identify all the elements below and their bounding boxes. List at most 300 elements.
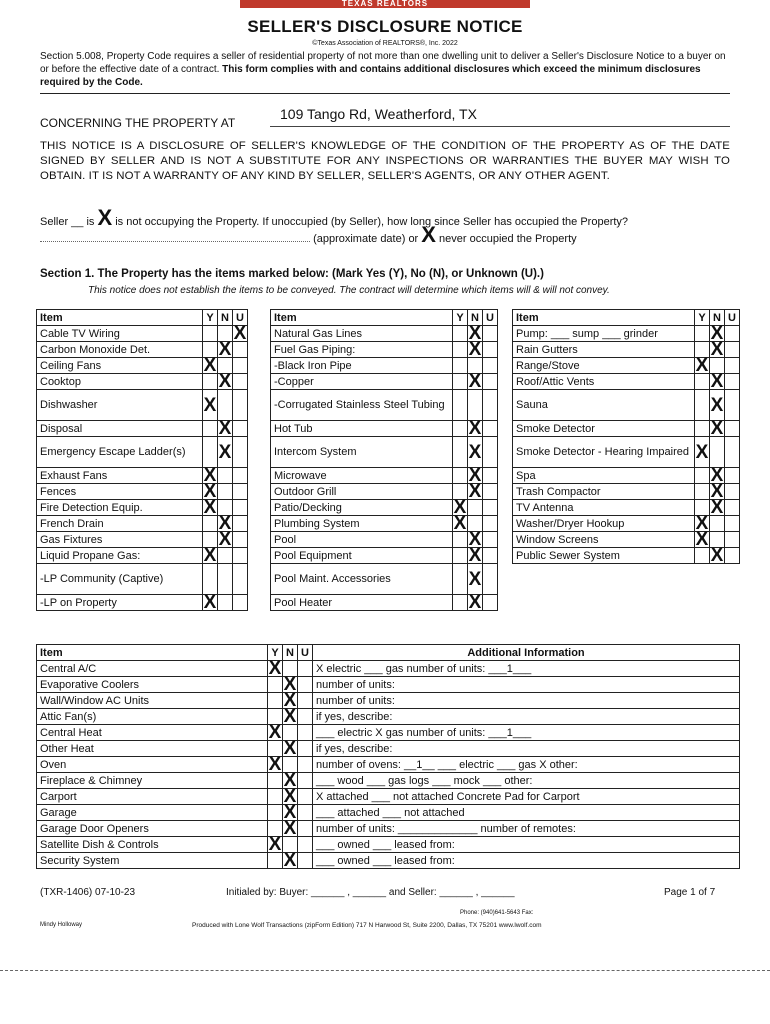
item-name: Garage — [37, 805, 268, 821]
header-n: N — [468, 310, 483, 326]
mark-y-cell[interactable] — [453, 513, 468, 534]
item-name: Central A/C — [37, 661, 268, 677]
mark-y-cell[interactable] — [453, 468, 468, 484]
header-y: Y — [695, 310, 710, 326]
mark-u-cell[interactable] — [725, 516, 740, 532]
items-table-col1 — [36, 309, 248, 611]
mark-u-cell[interactable] — [233, 564, 248, 595]
mark-u-cell[interactable] — [725, 421, 740, 437]
table-row — [513, 326, 740, 342]
x-checkmark: X — [203, 592, 217, 613]
item-name: Disposal — [37, 421, 203, 437]
items-table-col2 — [270, 309, 498, 611]
item-name: Rain Gutters — [513, 342, 695, 358]
mark-y-cell[interactable] — [453, 548, 468, 564]
x-checkmark: X — [710, 371, 724, 392]
x-checkmark: X — [468, 568, 482, 590]
mark-y-cell[interactable] — [453, 595, 468, 611]
mark-u-cell[interactable] — [233, 437, 248, 468]
mark-n-cell[interactable] — [468, 545, 483, 566]
mark-n-cell[interactable] — [468, 390, 483, 421]
mark-u-cell[interactable] — [233, 500, 248, 516]
item-name: Trash Compactor — [513, 484, 695, 500]
occupied-date-field[interactable] — [40, 231, 310, 242]
mark-y-cell[interactable] — [695, 390, 710, 421]
mark-y-cell[interactable] — [268, 754, 283, 775]
mark-u-cell[interactable] — [483, 326, 498, 342]
mark-u-cell[interactable] — [483, 342, 498, 358]
header-n: N — [283, 645, 298, 661]
x-checkmark: X — [710, 323, 724, 344]
divider — [40, 93, 730, 94]
additional-info[interactable]: ___ owned ___ leased from: — [313, 853, 740, 869]
mark-u-cell[interactable] — [233, 548, 248, 564]
x-checkmark: X — [268, 834, 282, 855]
x-checkmark: X — [468, 481, 482, 502]
mark-u-cell[interactable] — [233, 358, 248, 374]
mark-y-cell[interactable] — [203, 355, 218, 376]
mark-u-cell[interactable] — [298, 693, 313, 709]
mark-u-cell[interactable] — [233, 323, 248, 344]
mark-u-cell[interactable] — [725, 548, 740, 564]
mark-u-cell[interactable] — [483, 564, 498, 595]
x-checkmark: X — [468, 465, 482, 486]
mark-u-cell[interactable] — [483, 374, 498, 390]
mark-y-cell[interactable] — [268, 834, 283, 855]
mark-y-cell[interactable] — [203, 421, 218, 437]
item-name: -Copper — [271, 374, 453, 390]
notice-text: THIS NOTICE IS A DISCLOSURE OF SELLER'S KNOWLEDGE OF THE CONDITION OF THE PROPERTY AS OF THE DATE SIGNED BY SELLER AND IS NOT A SUBSTITUTE FOR ANY INSPECTIONS OR WARRANTIES THE BUYER MAY WISH TO OBTAIN. IT IS NOT A WARRANTY OF ANY KIND BY SELLER, SELLER'S AGENTS, OR ANY OTHER AGENT. — [40, 140, 730, 182]
header-row — [513, 310, 740, 326]
x-checkmark: X — [710, 418, 724, 439]
occupancy-statement — [40, 205, 730, 247]
item-name: Hot Tub — [271, 421, 453, 437]
x-checkmark: X — [468, 545, 482, 566]
header-additional: Additional Information — [313, 645, 740, 661]
header-item: Item — [271, 310, 453, 326]
header-y: Y — [203, 310, 218, 326]
mark-u-cell[interactable] — [233, 374, 248, 390]
mark-n-cell[interactable] — [468, 418, 483, 439]
additional-info[interactable]: ___ attached ___ not attached — [313, 805, 740, 821]
mark-u-cell[interactable] — [483, 437, 498, 468]
x-checkmark: X — [203, 355, 217, 376]
item-name: Window Screens — [513, 532, 695, 548]
table-row — [271, 342, 498, 358]
mark-n-cell[interactable] — [468, 339, 483, 360]
initials-line[interactable]: Initialed by: Buyer: ______ , ______ and Seller: ______ , ______ — [226, 887, 515, 898]
table-row — [37, 564, 248, 595]
mark-n-cell[interactable] — [283, 818, 298, 839]
x-checkmark: X — [710, 339, 724, 360]
occupancy-p1: Seller __ is — [40, 216, 95, 228]
mark-n-cell[interactable] — [710, 339, 725, 360]
x-checkmark: X — [268, 658, 282, 679]
mark-u-cell[interactable] — [233, 532, 248, 548]
mark-u-cell[interactable] — [725, 390, 740, 421]
x-checkmark: X — [218, 418, 232, 439]
mark-y-cell[interactable] — [695, 437, 710, 468]
mark-y-cell[interactable] — [453, 421, 468, 437]
item-name: Oven — [37, 757, 268, 773]
x-checkmark: X — [283, 690, 297, 711]
x-checkmark: X — [468, 529, 482, 550]
mark-u-cell[interactable] — [233, 421, 248, 437]
intro-bold: This form complies with and contains additional disclosures which exceed the minimum disclosures required by the Code. — [40, 64, 701, 88]
x-checkmark: X — [710, 497, 724, 518]
mark-n-cell[interactable] — [218, 468, 233, 484]
mark-n-cell[interactable] — [218, 418, 233, 439]
mark-u-cell[interactable] — [483, 532, 498, 548]
mark-u-cell[interactable] — [298, 661, 313, 677]
form-id: (TXR-1406) 07-10-23 — [40, 887, 136, 898]
x-checkmark: X — [283, 674, 297, 695]
mark-u-cell[interactable] — [725, 532, 740, 548]
x-checkmark: X — [283, 850, 297, 871]
mark-y-cell[interactable] — [695, 484, 710, 500]
mark-n-cell[interactable] — [283, 850, 298, 871]
item-name: Washer/Dryer Hookup — [513, 516, 695, 532]
item-name: Pump: ___ sump ___ grinder — [513, 326, 695, 342]
item-name: Range/Stove — [513, 358, 695, 374]
mark-u-cell[interactable] — [483, 358, 498, 374]
item-name: Microwave — [271, 468, 453, 484]
section1-title: Section 1. The Property has the items marked below: (Mark Yes (Y), No (N), or Unknown (U).) — [40, 268, 544, 280]
mark-n-cell[interactable] — [468, 437, 483, 468]
mark-u-cell[interactable] — [483, 516, 498, 532]
x-checkmark: X — [453, 513, 467, 534]
intro-normal: Section 5.008, Property Code requires a seller of residential property of not more than one dwelling unit to deliver a Seller's Disclosure Notice to a buyer on or before the effective date of a contract. — [40, 51, 726, 75]
property-label: CONCERNING THE PROPERTY AT — [40, 116, 236, 130]
mark-u-cell[interactable] — [483, 500, 498, 516]
mark-y-cell[interactable] — [203, 545, 218, 566]
item-name: Pool Maint. Accessories — [271, 564, 453, 595]
mark-u-cell[interactable] — [725, 500, 740, 516]
mark-u-cell[interactable] — [725, 358, 740, 374]
mark-u-cell[interactable] — [233, 595, 248, 611]
mark-n-cell[interactable] — [468, 371, 483, 392]
section1-note: This notice does not establish the items to be conveyed. The contract will determine which items will & will not convey. — [88, 285, 610, 296]
mark-n-cell[interactable] — [218, 390, 233, 421]
property-address[interactable]: 109 Tango Rd, Weatherford, TX — [280, 106, 477, 122]
x-checkmark: X — [695, 441, 709, 463]
mark-n-cell[interactable] — [710, 497, 725, 518]
mark-n-cell[interactable] — [710, 418, 725, 439]
mark-n-cell[interactable] — [468, 564, 483, 595]
table-row — [37, 326, 248, 342]
mark-y-cell[interactable] — [203, 592, 218, 613]
item-name: Satellite Dish & Controls — [37, 837, 268, 853]
additional-info[interactable]: ___ electric X gas number of units: ___1___ — [313, 725, 740, 741]
table-row — [271, 374, 498, 390]
page-title: SELLER'S DISCLOSURE NOTICE — [247, 17, 523, 36]
x-checkmark: X — [283, 802, 297, 823]
mark-y-cell[interactable] — [453, 342, 468, 358]
table-row — [271, 326, 498, 342]
mark-u-cell[interactable] — [233, 516, 248, 532]
mark-y-cell[interactable] — [453, 374, 468, 390]
x-checkmark: X — [283, 770, 297, 791]
mark-u-cell[interactable] — [298, 805, 313, 821]
item-name: Smoke Detector - Hearing Impaired — [513, 437, 695, 468]
mark-n-cell[interactable] — [218, 437, 233, 468]
mark-n-cell[interactable] — [218, 564, 233, 595]
item-name: Fences — [37, 484, 203, 500]
additional-info[interactable]: number of units: _____________ number of remotes: — [313, 821, 740, 837]
mark-n-cell[interactable] — [218, 484, 233, 500]
mark-y-cell[interactable] — [268, 805, 283, 821]
item-name: Ceiling Fans — [37, 358, 203, 374]
x-checkmark: X — [468, 339, 482, 360]
x-checkmark: X — [218, 513, 232, 534]
table-row — [37, 773, 740, 789]
mark-u-cell[interactable] — [233, 468, 248, 484]
item-name: Cable TV Wiring — [37, 326, 203, 342]
item-name: TV Antenna — [513, 500, 695, 516]
item-name: Sauna — [513, 390, 695, 421]
mark-u-cell[interactable] — [483, 468, 498, 484]
mark-n-cell[interactable] — [468, 592, 483, 613]
item-name: Public Sewer System — [513, 548, 695, 564]
mark-u-cell[interactable] — [298, 837, 313, 853]
x-checkmark: X — [203, 545, 217, 566]
item-name: Exhaust Fans — [37, 468, 203, 484]
table-row — [37, 500, 248, 516]
mark-y-cell[interactable] — [203, 390, 218, 421]
mark-u-cell[interactable] — [483, 421, 498, 437]
item-name: Plumbing System — [271, 516, 453, 532]
table-row — [37, 548, 248, 564]
x-checkmark: X — [203, 481, 217, 502]
item-name: Cooktop — [37, 374, 203, 390]
item-name: Carbon Monoxide Det. — [37, 342, 203, 358]
table-row — [37, 358, 248, 374]
item-name: Wall/Window AC Units — [37, 693, 268, 709]
mark-y-cell[interactable] — [203, 437, 218, 468]
item-name: Liquid Propane Gas: — [37, 548, 203, 564]
x-checkmark: X — [283, 706, 297, 727]
mark-y-cell[interactable] — [453, 358, 468, 374]
mark-y-cell[interactable] — [695, 529, 710, 550]
occupancy-p3: (approximate date) or — [313, 233, 419, 245]
table-row — [513, 358, 740, 374]
mark-y-cell[interactable] — [453, 390, 468, 421]
item-name: Fuel Gas Piping: — [271, 342, 453, 358]
table-row — [37, 709, 740, 725]
table-row — [513, 532, 740, 548]
header-u: U — [483, 310, 498, 326]
x-checkmark: X — [218, 529, 232, 550]
x-checkmark: X — [233, 323, 247, 344]
mark-u-cell[interactable] — [298, 709, 313, 725]
item-name: Central Heat — [37, 725, 268, 741]
mark-u-cell[interactable] — [725, 342, 740, 358]
mark-u-cell[interactable] — [483, 390, 498, 421]
mark-n-cell[interactable] — [218, 371, 233, 392]
mark-n-cell[interactable] — [218, 339, 233, 360]
mark-y-cell[interactable] — [695, 355, 710, 376]
item-name: Dishwasher — [37, 390, 203, 421]
mark-n-cell[interactable] — [710, 390, 725, 421]
additional-info[interactable]: X electric ___ gas number of units: ___1___ — [313, 661, 740, 677]
mark-y-cell[interactable] — [268, 789, 283, 805]
mark-y-cell[interactable] — [695, 468, 710, 484]
item-name: Pool Heater — [271, 595, 453, 611]
mark-y-cell[interactable] — [268, 722, 283, 743]
intro-text — [40, 50, 730, 89]
items-table-additional — [36, 644, 740, 869]
mark-y-cell[interactable] — [695, 421, 710, 437]
header-n: N — [710, 310, 725, 326]
mark-y-cell[interactable] — [203, 497, 218, 518]
additional-info[interactable]: if yes, describe: — [313, 709, 740, 725]
x-checkmark: X — [468, 323, 482, 344]
item-name: Evaporative Coolers — [37, 677, 268, 693]
mark-y-cell[interactable] — [268, 693, 283, 709]
x-checkmark: X — [283, 818, 297, 839]
mark-n-cell[interactable] — [218, 595, 233, 611]
never-occupied-checkmark[interactable]: X — [421, 222, 436, 247]
table-row — [271, 468, 498, 484]
table-row — [271, 390, 498, 421]
mark-y-cell[interactable] — [453, 437, 468, 468]
item-name: Pool Equipment — [271, 548, 453, 564]
item-name: Spa — [513, 468, 695, 484]
x-checkmark: X — [710, 481, 724, 502]
table-row — [37, 421, 248, 437]
mark-u-cell[interactable] — [233, 484, 248, 500]
mark-y-cell[interactable] — [695, 326, 710, 342]
x-checkmark: X — [203, 394, 217, 416]
x-checkmark: X — [283, 738, 297, 759]
mark-u-cell[interactable] — [298, 789, 313, 805]
mark-u-cell[interactable] — [298, 725, 313, 741]
mark-y-cell[interactable] — [268, 658, 283, 679]
item-name: French Drain — [37, 516, 203, 532]
mark-n-cell[interactable] — [710, 371, 725, 392]
mark-y-cell[interactable] — [453, 326, 468, 342]
item-name: Natural Gas Lines — [271, 326, 453, 342]
items-table-col3 — [512, 309, 740, 564]
item-name: Fireplace & Chimney — [37, 773, 268, 789]
item-name: Attic Fan(s) — [37, 709, 268, 725]
additional-info[interactable]: ___ owned ___ leased from: — [313, 837, 740, 853]
mark-u-cell[interactable] — [298, 741, 313, 757]
mark-u-cell[interactable] — [725, 326, 740, 342]
x-checkmark: X — [268, 722, 282, 743]
item-name: -LP on Property — [37, 595, 203, 611]
item-name: Pool — [271, 532, 453, 548]
mark-u-cell[interactable] — [298, 677, 313, 693]
mark-n-cell[interactable] — [218, 529, 233, 550]
mark-n-cell[interactable] — [283, 706, 298, 727]
mark-u-cell[interactable] — [725, 484, 740, 500]
mark-u-cell[interactable] — [725, 468, 740, 484]
table-row — [271, 437, 498, 468]
item-name: Garage Door Openers — [37, 821, 268, 837]
item-name: Smoke Detector — [513, 421, 695, 437]
mark-u-cell[interactable] — [233, 390, 248, 421]
additional-info[interactable]: number of units: — [313, 693, 740, 709]
header-y: Y — [268, 645, 283, 661]
mark-u-cell[interactable] — [725, 437, 740, 468]
additional-info[interactable]: X attached ___ not attached Concrete Pad for Carport — [313, 789, 740, 805]
item-name: Patio/Decking — [271, 500, 453, 516]
x-checkmark: X — [283, 786, 297, 807]
mark-u-cell[interactable] — [483, 548, 498, 564]
x-checkmark: X — [468, 371, 482, 392]
table-row — [513, 484, 740, 500]
mark-n-cell[interactable] — [283, 738, 298, 759]
mark-u-cell[interactable] — [298, 773, 313, 789]
is-not-checkmark[interactable]: X — [97, 205, 113, 230]
table-row — [37, 725, 740, 741]
mark-n-cell[interactable] — [710, 437, 725, 468]
item-name: Fire Detection Equip. — [37, 500, 203, 516]
mark-u-cell[interactable] — [298, 853, 313, 869]
table-row — [37, 837, 740, 853]
header-n: N — [218, 310, 233, 326]
table-row — [271, 548, 498, 564]
table-row — [513, 421, 740, 437]
table-row — [37, 390, 248, 421]
mark-u-cell[interactable] — [483, 595, 498, 611]
additional-info[interactable]: number of ovens: __1__ ___ electric ___ gas X other: — [313, 757, 740, 773]
mark-u-cell[interactable] — [483, 484, 498, 500]
item-name: Outdoor Grill — [271, 484, 453, 500]
mark-u-cell[interactable] — [298, 757, 313, 773]
additional-info[interactable]: number of units: — [313, 677, 740, 693]
table-row — [513, 468, 740, 484]
header-y: Y — [453, 310, 468, 326]
x-checkmark: X — [203, 497, 217, 518]
table-row — [37, 789, 740, 805]
agent-name: Mindy Holloway — [40, 922, 83, 928]
mark-y-cell[interactable] — [203, 564, 218, 595]
item-name: Security System — [37, 853, 268, 869]
mark-u-cell[interactable] — [298, 821, 313, 837]
additional-info[interactable]: if yes, describe: — [313, 741, 740, 757]
x-checkmark: X — [468, 592, 482, 613]
mark-n-cell[interactable] — [710, 545, 725, 566]
table-row — [513, 390, 740, 421]
mark-y-cell[interactable] — [203, 326, 218, 342]
x-checkmark: X — [710, 394, 724, 416]
x-checkmark: X — [453, 497, 467, 518]
header-item: Item — [513, 310, 695, 326]
x-checkmark: X — [218, 339, 232, 360]
x-checkmark: X — [268, 754, 282, 775]
mark-u-cell[interactable] — [725, 374, 740, 390]
phone-fax: Phone: (940)641-5643 Fax: — [460, 910, 534, 916]
header-row — [37, 310, 248, 326]
table-row — [271, 358, 498, 374]
mark-y-cell[interactable] — [453, 564, 468, 595]
additional-info[interactable]: ___ wood ___ gas logs ___ mock ___ other: — [313, 773, 740, 789]
header-u: U — [233, 310, 248, 326]
table-row — [37, 821, 740, 837]
item-name: Gas Fixtures — [37, 532, 203, 548]
table-row — [271, 421, 498, 437]
item-name: Roof/Attic Vents — [513, 374, 695, 390]
occupancy-p2: is not occupying the Property. If unoccupied (by Seller), how long since Seller has occupied the Property? — [115, 216, 629, 228]
produced-by: Produced with Lone Wolf Transactions (zipForm Edition) 717 N Harwood St, Suite 2200, Dallas, TX 75201 www.lwolf.com — [192, 922, 542, 929]
item-name: Intercom System — [271, 437, 453, 468]
realtors-banner: TEXAS REALTORS — [240, 0, 530, 8]
mark-n-cell[interactable] — [468, 481, 483, 502]
table-row — [37, 677, 740, 693]
x-checkmark: X — [218, 441, 232, 463]
